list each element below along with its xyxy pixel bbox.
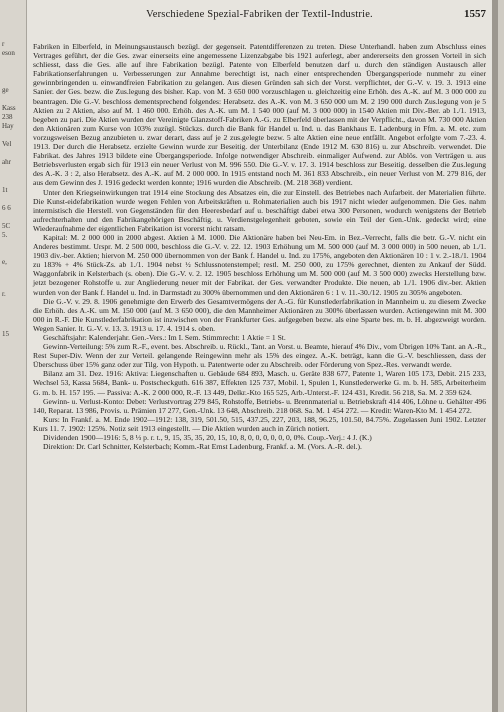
margin-fragment: Kass <box>2 104 16 112</box>
margin-fragment: ge <box>2 86 9 94</box>
margin-fragment: r <box>2 40 5 48</box>
margin-fragment: Hay <box>2 122 14 130</box>
margin-fragment: 238 <box>2 113 13 121</box>
margin-fragment: 15 <box>2 330 9 338</box>
document-page <box>27 0 498 712</box>
margin-fragment: r. <box>2 290 6 298</box>
paragraph-bilanz: Bilanz am 31. Dez. 1916: Aktiva: Liegenschaften u. Gebäude 684 893, Masch. u. Geräte 838 677, Patente 1, Waren 105 173, Debit. 215 233, Wechsel 53, Kassa 5684, Bank- u. Postscheckguth. 616 387, Effekten 125 737, Mobil. 1, Spulen 1, Kunstlederwerke G. m. b. H. 585, Arbeiterheim G. m. b. H. 157 195. — Passiva: A.-K. 2 000 000, R.-F. 13 449, Delkr.-Kto 165 525, Arb.-Unterst.-F. 124 431, Kredit. 56 218, Sa. M. 2 359 624. <box>33 369 486 397</box>
paragraph-kurs: Kurs: In Frankf. a. M. Ende 1902—1912: 138, 319, 501.50, 515, 437.25, 227, 203, 188, 96.25, 101.50, 84.75%. Zugelassen Juni 1902. Letzter Kurs 11. 7. 1902: 125%. Notiz seit 1913 eingestellt. — Die Aktien wurden auch in Zürich notiert. <box>33 414 486 433</box>
margin-fragment: 6 6 <box>2 204 11 212</box>
paragraph-gewinn-verlust: Gewinn- u. Verlust-Konto: Debet: Verlustvortrag 279 845, Rohstoffe, Betriebs- u. Brennmaterial u. Betriebskraft 414 406, Löhne u. Gehälter 496 140, Reparat. 13 986, Provis. u. Prämien 17 277, Gen.-Unk. 13 648, Abschreib. 218 068. Sa. M. 1 454 272. — Kredit: Waren-Kto M. 1 454 272. <box>33 396 486 415</box>
margin-fragment: e, <box>2 258 7 266</box>
paragraph-dividenden: Dividenden 1900—1916: 5, 8 ⅓ p. r. t., 9, 15, 35, 35, 20, 15, 10, 8, 0, 0, 0, 0, 0, 0, 0%. Coup.-Verj.: 4 J. (K.) <box>43 433 372 443</box>
paragraph: Unter den Kriegseinwirkungen trat 1914 eine Stockung des Absatzes ein, die zur Einstell. des Betriebes nach Aufarbeit. der Materialien führte. Die Kunst-eidefabrikation wurde wegen Fehlen von Arbeitskräften u. Rohmaterialien auch bis 1917 nicht wieder aufgenommen. Die Ges. nahm intermistisch die Herstell. von Gegenständen für den Heeresbedarf auf u. beschäftigt dabei etwa 300 Personen, wodurch wenigstens der Betrieb aufrechterhalten und den Fabrikangehörigen Beschäftig. u. Verdienstgelegenheit geboten, sowie ein Teil der Gen.-Unk. gedeckt wird; eine Wiederaufnahme der eigentlichen Fabrikation ist vorerst nicht ratsam. <box>33 187 486 233</box>
paragraph-geschaeftsjahr: Geschäftsjahr: Kalenderjahr. Gen.-Vers.: Im I. Sem. Stimmrecht: 1 Aktie = 1 St. <box>43 333 286 342</box>
margin-fragment: 5. <box>2 231 8 239</box>
body-text <box>33 42 486 451</box>
adjacent-page-strip <box>0 0 27 712</box>
paragraph: Die G.-V. v. 29. 8. 1906 genehmigte den Erwerb des Gesamtvermögens der A.-G. für Kunstlederfabrikation in Mannheim u. zu diesem Zwecke die Erhöh. des A.-K. um M. 150 000 (auf M. 3 650 000), die den Mannheimer Aktionären zu 300% überlassen wurden. Actiengewinn mit M. 300 000 in R.-F. Die Kunstlederfabrikation ist inzwischen von der Frankfurter Ges. aufgegeben bezw. als eine Sparte bes. m. b. H. abgezweigt worden. Wegen Sanier. lt. G.-V. v. 13. 3. 1913 u. 17. 4. 1914 s. oben. <box>33 296 486 333</box>
paragraph-direktion: Direktion: Dr. Carl Schnitter, Kelsterbach; Komm.-Rat Ernst Ladenburg, Frankf. a. M. (Vors. A.-R. del.). <box>43 442 362 452</box>
margin-fragment: Vel <box>2 140 12 148</box>
running-head: Verschiedene Spezial-Fabriken der Textil-Industrie. <box>146 9 373 20</box>
margin-fragment: eson <box>2 49 15 57</box>
page-edge <box>492 0 498 712</box>
margin-fragment: 5C <box>2 222 11 230</box>
paragraph-gewinn-verteilung: Gewinn-Verteilung: 5% zum R.-F., event. bes. Abschreib. u. Rückl., Tant. an Vorst. u. Beamte, hierauf 4% Div., vom Übrigen 10% Tant. an A.-R., Rest Super-Div. Wenn der zur Verteil. gelangende Reingewinn mehr als 15% des eingez. A.-K. beträgt, kann die G.-V. beschliessen, dass der Überschuss über 15% ganz oder zur Tilg. von Hypoth. u. Patentwerte oder zu Abschreib. oder Förderung von Spez.-Res. verwandt werde. <box>33 342 486 370</box>
page-number: 1557 <box>464 8 486 20</box>
paragraph: Fabriken in Elberfeld, in Meinungsaustausch bezügl. der gegenseit. Patentdifferenzen zu treten. Diese Unterhandl. haben zum Abschluss eines Vertrages geführt, der die Ges. zwar einerseits eine angemessene Lizenzabgabe bis 1921 auferlegt, aber andererseits den grossen Vorteil in sich schliesst, dass die Ges. alle auf ihre Fabrikation bezügl. Patente von Elberfeld benutzen darf u. durch den ständigen Austausch aller Fabrikationserfahrungen u. Verbesserungen zur Annahme berechtigt ist, nach einer entsprechenden Übergangsperiode nunmehr zu einer gewinnbringenden u. einwandfreien Fabrikation zu gelangen. Aus diesen Gründen sah sich der Vorst. verpflichtet, der G.-V. v. 19. 3. 1913 eine Sanier. der Ges. bezw. die Zus.legung des bisher. Kap. von M. 3 650 000 vorzuschlagen u. gleichzeitig eine Erhöh. des A.-K. auf M. 3 000 000 zu beantragen. Die G.-V. beschloss dementsprechend folgendes: Herabsetz. des A.-K. von M. 3 650 000 um M. 2 190 000 durch Zus.legung von je 5 Aktien zu 2 Aktien, also auf M. 1 460 000. Erhöh. des A.-K. um M. 1 540 000 (auf M. 3 000 000) in 1540 Aktien mit Div.-Ber. ab 1./1. 1913, begeben zu pari. Die Aktien wurden der Vereinigte Glanzstoff-Fabriken A.-G. zu Elberfeld überlassen mit der Verpflicht., davon M. 730 000 Aktien den Aktionären zum Kurse von 103% zuzügl. Stückzs. durch die Bank für Handel u. Ind. u. das Bankhaus E. Ladenburg in Ffm. a. M. etc. zum vorzugsweisen Bezug anzubieten u. zwar derart, dass auf je 2 zus.gelegte bezw. 5 alte Aktien eine neue entfällt. Angebot erfolgte vom 7.-23. 4. 1913. Der durch die Herabsetz. erzielte Gewinn wurde zur Beseitig. der Unterbilanz (Ende 1912 M. 630 816) u. zur Abschreib. verwendet. Die Fabrikat. des Jahres 1913 bildete eine Übergangsperiode. Infolge notwendiger Abschreib. einmaliger Aufwend. zur Ablös. von Verträgen u. aus Betriebsverlusten ergab sich für 1913 ein neuer Verlust von M. 996 550. Die G.-V. v. 17. 3. 1914 beschloss zur Beseitig. desselben die Zus.legung des A.-K. 3 : 2, also Herabsetz. des A.-K. auf M. 2 000 000. In 1915 entstand noch M. 361 833 Abschreib., ein neuer Verlust von M. 279 816, der aus dem Gewinn des J. 1916 gedeckt werden konnte; 1916 wurden die Abschreib. (M. 218 368) verdient. <box>33 42 486 188</box>
margin-fragment: ahr <box>2 158 11 166</box>
paragraph-kapital: Kapital: M. 2 000 000 in 2000 abgest. Aktien à M. 1000. Die Aktionäre haben bei Neu-Em. in Bez.-Verrecht, falls die betr. G.-V. nicht ein Anderes bestimmt. Urspr. M. 2 500 000, beschloss die G.-V. v. 22. 12. 1903 Erhöhung um M. 500 000 (auf M. 3 000 000) in 500 neuen, ab 1./1. 1903 div.-ber. Aktien; hiervon M. 250 000 übernommen von der Bank f. Handel u. Ind. zu 175%, angeboten den Aktionären 10 : 1 v. 2.-18./1. 1904 zu 183% + 4% Stück-Zs. ab 1./1. 1904 nebst ½ Schlussnotenstempel; restl. M. 250 000, zu 175% gerechnet, dienten zu Ankauf der Südd. Waggonfabrik in Kelsterbach (s. oben). Die G.-V. v. 2. 12. 1905 beschloss Erhöhung um M. 500 000 (auf M. 3 500 000) zwecks Herstellung bzw. jetzt bezogener Rohstoffe u. zur Angliederung neuer mit der Fabrikat. der Ges. verwandter Produkte. Die neuen, ab 1./1. 1906 div.-ber. Aktien wurden von der Bank f. Handel u. Ind. in Darmstadt zu 300% übernommen und den Aktionären 6 : 1 v. 11.-30./12. 1905 zu 305% angeboten. <box>33 232 486 297</box>
page-header <box>33 9 486 23</box>
margin-fragment: 1t <box>2 186 8 194</box>
